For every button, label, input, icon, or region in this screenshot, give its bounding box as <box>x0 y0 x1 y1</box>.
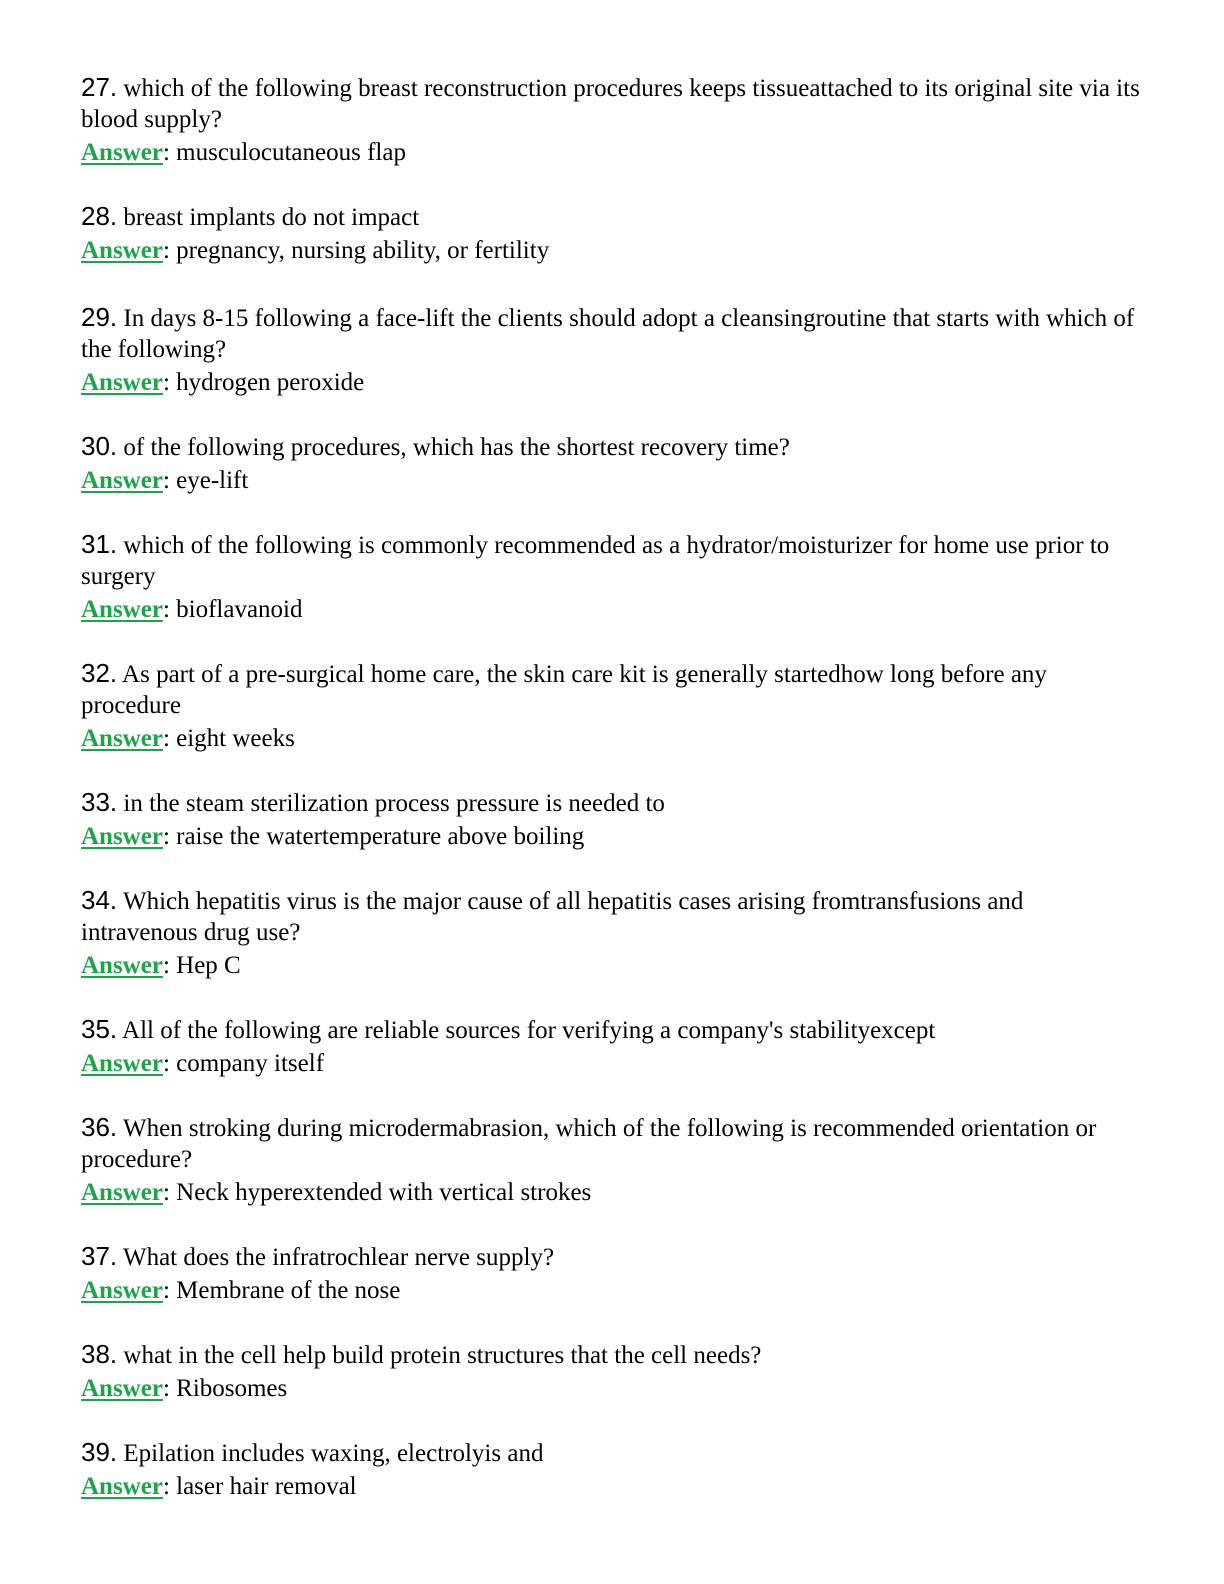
qa-item-30 <box>81 431 1141 496</box>
question-number: 39. <box>81 1437 118 1467</box>
qa-item-29 <box>81 302 1141 398</box>
answer-label: Answer <box>81 237 163 264</box>
answer-label: Answer <box>81 1050 163 1077</box>
answer-text: raise the watertemperature above boiling <box>176 823 585 850</box>
question-line <box>81 787 1141 819</box>
qa-item-35 <box>81 1014 1141 1079</box>
question-line <box>81 1014 1141 1046</box>
answer-text: bioflavanoid <box>176 596 303 623</box>
answer-text: Neck hyperextended with vertical strokes <box>176 1179 592 1206</box>
answer-label: Answer <box>81 1473 163 1500</box>
question-line <box>81 201 1141 233</box>
question-text: All of the following are reliable sources for verifying a company's stabilityexcept <box>122 1017 936 1044</box>
question-text: breast implants do not impact <box>123 204 420 231</box>
question-text: What does the infratrochlear nerve supply? <box>122 1244 555 1271</box>
question-line <box>81 72 1141 135</box>
qa-item-33 <box>81 787 1141 852</box>
question-text: which of the following breast reconstruction procedures keeps tissueattached to its original site via its blood supply? <box>81 75 1140 133</box>
question-number: 38. <box>81 1339 118 1369</box>
answer-line: Answer: Ribosomes <box>81 1375 288 1402</box>
answer-label: Answer <box>81 1375 163 1402</box>
question-line <box>81 1437 1141 1469</box>
question-number: 34. <box>81 885 118 915</box>
qa-item-39 <box>81 1437 1141 1502</box>
answer-text: laser hair removal <box>176 1473 357 1500</box>
answer-text: musculocutaneous flap <box>176 139 406 166</box>
question-text: of the following procedures, which has the shortest recovery time? <box>123 434 790 461</box>
qa-item-34 <box>81 885 1141 981</box>
question-number: 37. <box>81 1241 118 1271</box>
question-number: 33. <box>81 787 118 817</box>
qa-item-36 <box>81 1112 1141 1208</box>
question-line <box>81 1241 1141 1273</box>
question-line <box>81 885 1141 948</box>
question-line <box>81 431 1141 463</box>
question-number: 35. <box>81 1014 118 1044</box>
answer-text: Membrane of the nose <box>176 1277 401 1304</box>
qa-item-27 <box>81 72 1141 168</box>
answer-line: Answer: Hep C <box>81 952 241 979</box>
question-number: 28. <box>81 201 118 231</box>
question-number: 27. <box>81 72 118 102</box>
answer-text: hydrogen peroxide <box>176 369 365 396</box>
question-line <box>81 1339 1141 1371</box>
question-line <box>81 529 1141 592</box>
question-number: 29. <box>81 302 118 332</box>
answer-label: Answer <box>81 1179 163 1206</box>
document-page <box>81 72 1141 1502</box>
answer-text: company itself <box>176 1050 325 1077</box>
answer-line: Answer: pregnancy, nursing ability, or fertility <box>81 237 550 264</box>
question-line <box>81 1112 1141 1175</box>
qa-item-28 <box>81 201 1141 266</box>
answer-label: Answer <box>81 369 163 396</box>
answer-label: Answer <box>81 596 163 623</box>
answer-line: Answer: company itself <box>81 1050 325 1077</box>
answer-line: Answer: laser hair removal <box>81 1473 357 1500</box>
question-number: 36. <box>81 1112 118 1142</box>
question-number: 30. <box>81 431 118 461</box>
question-text: what in the cell help build protein structures that the cell needs? <box>123 1342 762 1369</box>
question-text: In days 8-15 following a face-lift the clients should adopt a cleansingroutine that starts with which of the following? <box>81 305 1135 363</box>
qa-item-38 <box>81 1339 1141 1404</box>
answer-line: Answer: raise the watertemperature above boiling <box>81 823 585 850</box>
answer-line: Answer: eye-lift <box>81 467 249 494</box>
qa-item-32 <box>81 658 1141 754</box>
answer-label: Answer <box>81 823 163 850</box>
answer-text: Hep C <box>176 952 241 979</box>
question-text: in the steam sterilization process pressure is needed to <box>123 790 665 817</box>
question-line <box>81 302 1141 365</box>
answer-line: Answer: musculocutaneous flap <box>81 139 406 166</box>
answer-text: eye-lift <box>176 467 249 494</box>
question-text: When stroking during microdermabrasion, which of the following is recommended orientation or procedure? <box>81 1115 1097 1173</box>
question-number: 31. <box>81 529 118 559</box>
question-number: 32. <box>81 658 118 688</box>
answer-label: Answer <box>81 1277 163 1304</box>
answer-label: Answer <box>81 952 163 979</box>
answer-text: pregnancy, nursing ability, or fertility <box>176 237 550 264</box>
question-text: As part of a pre-surgical home care, the skin care kit is generally startedhow long before any procedure <box>81 661 1047 719</box>
answer-label: Answer <box>81 467 163 494</box>
answer-line: Answer: hydrogen peroxide <box>81 369 365 396</box>
answer-line: Answer: bioflavanoid <box>81 596 303 623</box>
question-line <box>81 658 1141 721</box>
question-text: Epilation includes waxing, electrolyis and <box>123 1440 544 1467</box>
answer-label: Answer <box>81 725 163 752</box>
answer-line: Answer: Neck hyperextended with vertical strokes <box>81 1179 592 1206</box>
answer-text: eight weeks <box>176 725 295 752</box>
question-text: which of the following is commonly recommended as a hydrator/moisturizer for home use prior to surgery <box>81 532 1110 590</box>
answer-text: Ribosomes <box>176 1375 288 1402</box>
answer-line: Answer: Membrane of the nose <box>81 1277 401 1304</box>
answer-label: Answer <box>81 139 163 166</box>
question-text: Which hepatitis virus is the major cause of all hepatitis cases arising fromtransfusions and intravenous drug use? <box>81 888 1024 946</box>
qa-item-37 <box>81 1241 1141 1306</box>
answer-line: Answer: eight weeks <box>81 725 295 752</box>
qa-item-31 <box>81 529 1141 625</box>
